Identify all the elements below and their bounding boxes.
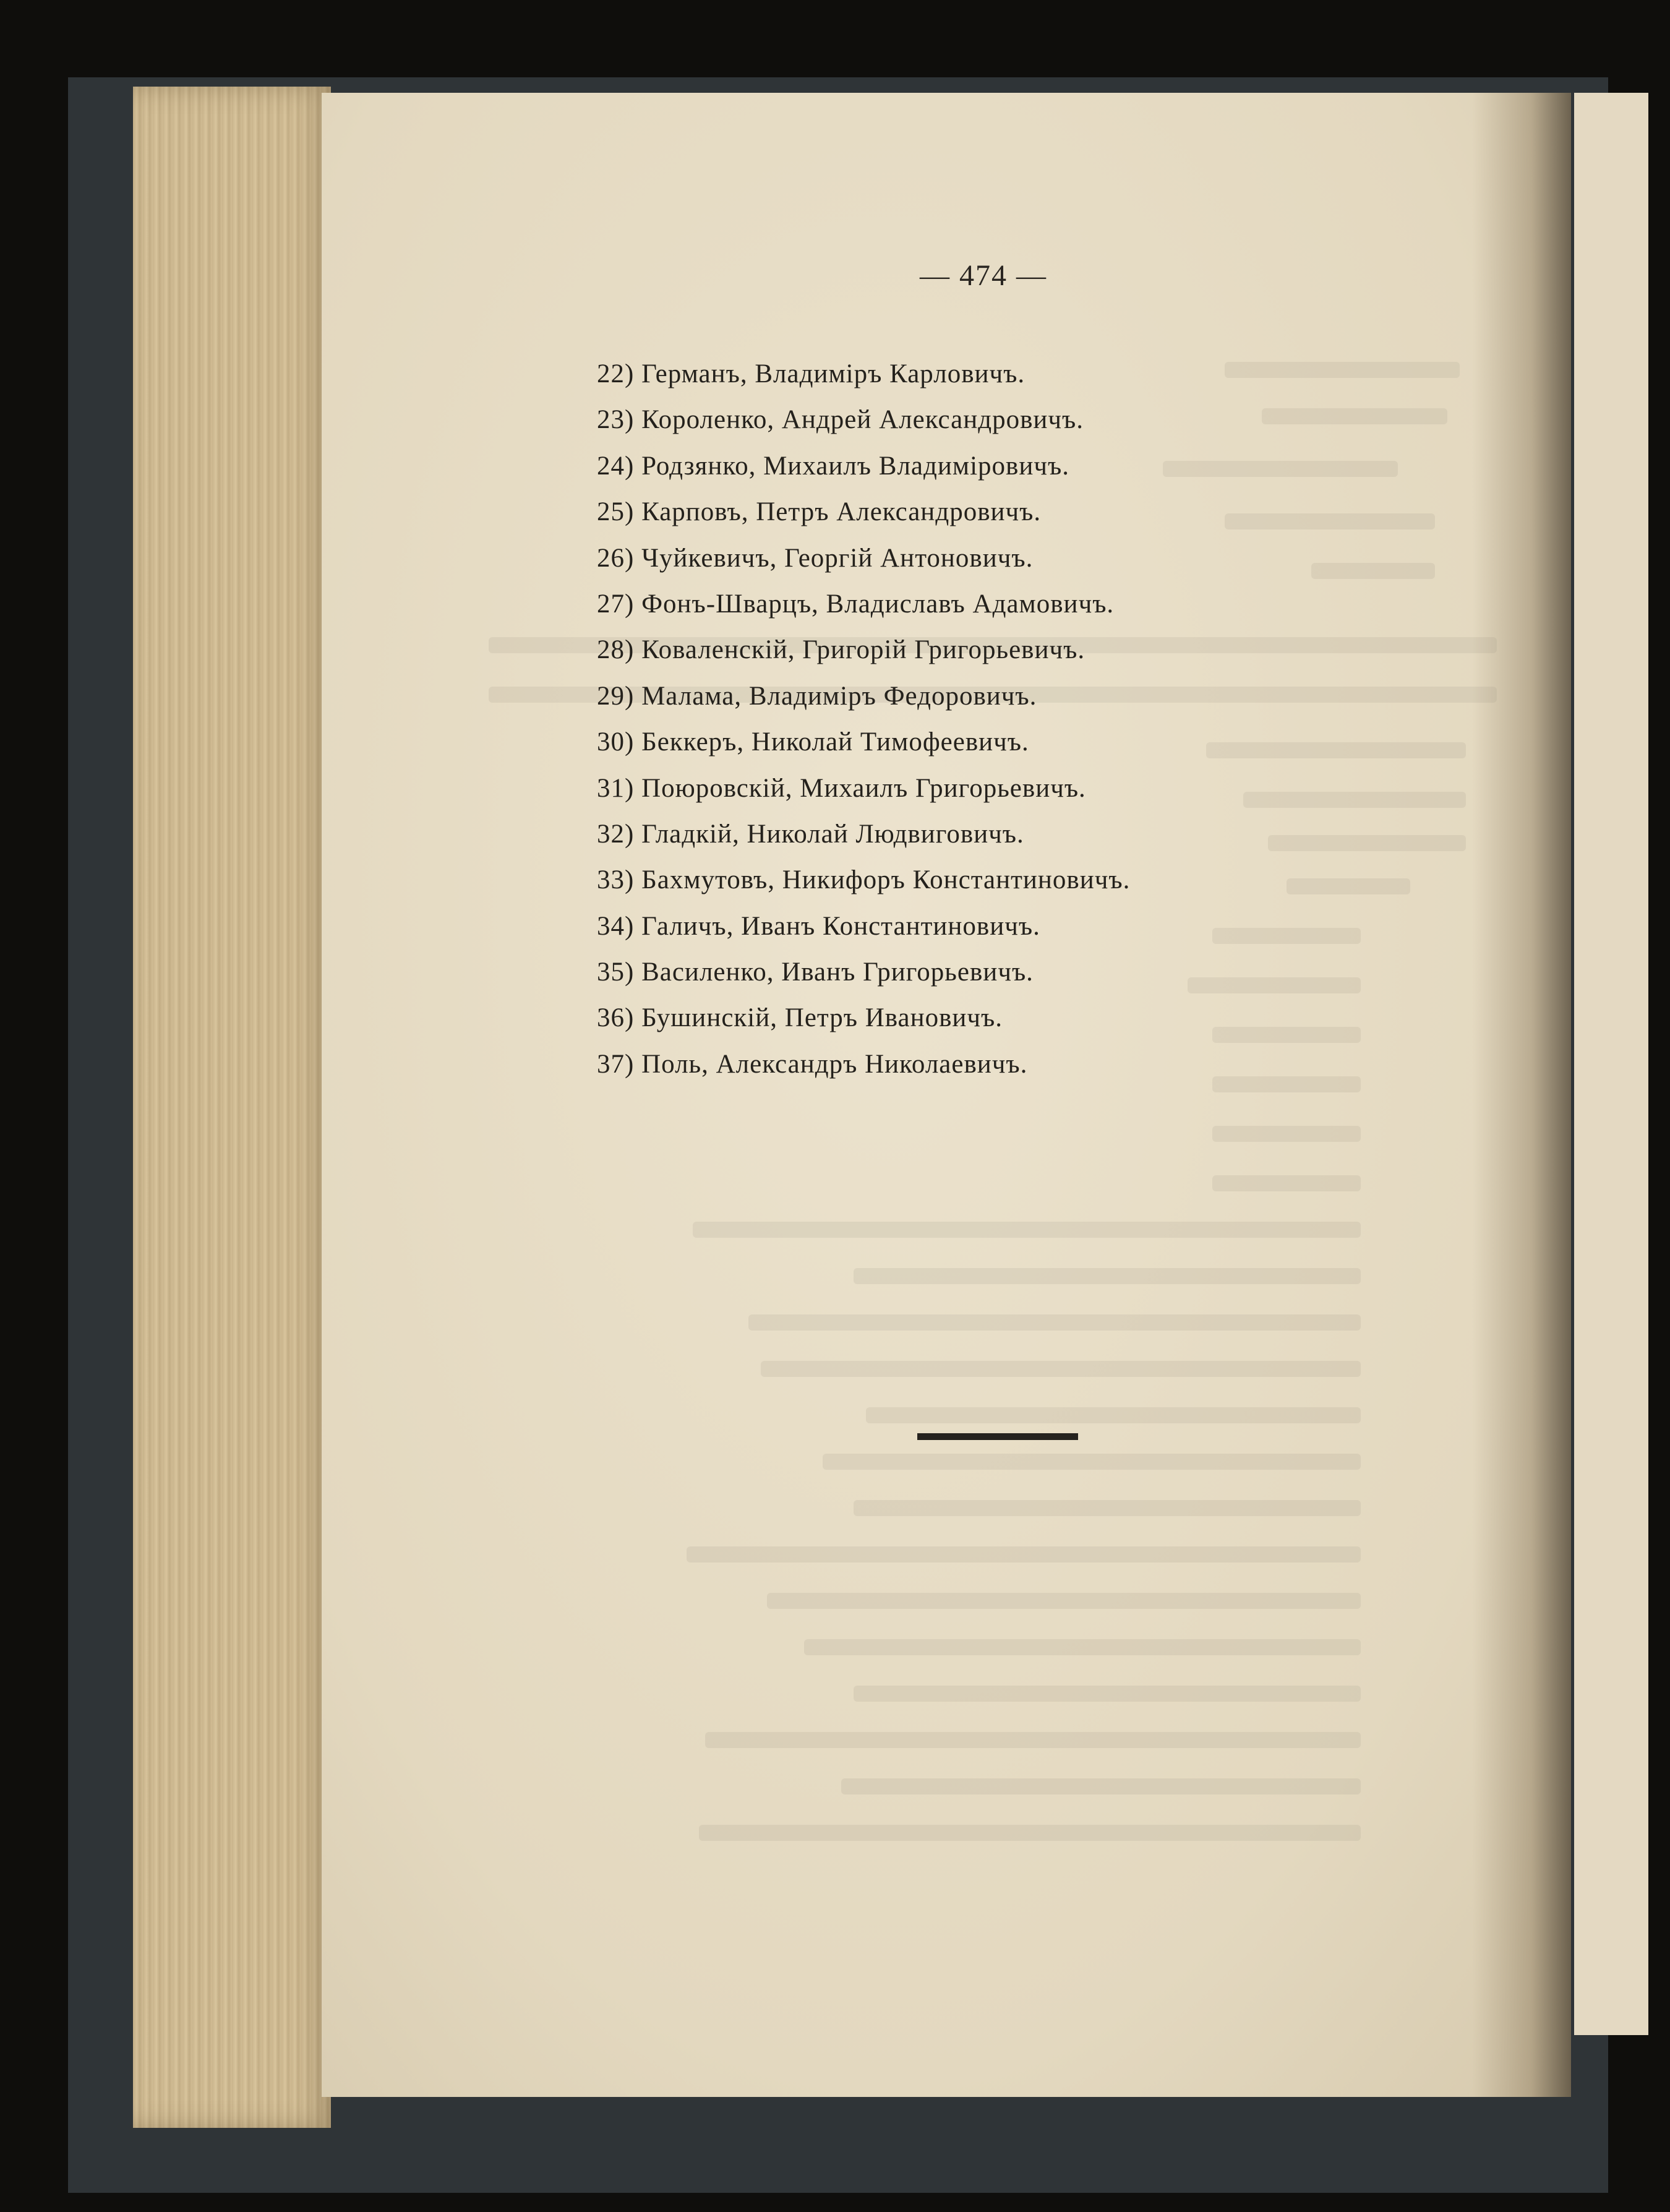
page-number: — 474 — — [920, 259, 1047, 292]
list-item — [597, 995, 1130, 1041]
entry-name: Гладкій, Николай Людвиговичъ. — [641, 819, 1024, 849]
list-item — [597, 1042, 1130, 1087]
facing-page-edge — [1574, 93, 1648, 2035]
entry-name: Бахмутовъ, Никифоръ Константиновичъ. — [641, 865, 1131, 895]
list-item — [597, 627, 1130, 673]
list-item — [597, 674, 1130, 719]
entry-name: Фонъ-Шварцъ, Владиславъ Адамовичъ. — [641, 589, 1115, 619]
entry-number: 28) — [597, 635, 635, 665]
entry-number: 35) — [597, 958, 635, 987]
entry-number: 26) — [597, 543, 635, 573]
entry-number: 23) — [597, 405, 635, 435]
entry-name: Поль, Александръ Николаевичъ. — [641, 1049, 1028, 1079]
entry-name: Поюровскій, Михаилъ Григорьевичъ. — [641, 773, 1086, 803]
list-item — [597, 857, 1130, 903]
list-item — [597, 766, 1130, 812]
list-item — [597, 904, 1130, 950]
list-item — [597, 536, 1130, 581]
list-item — [597, 397, 1130, 443]
list-item — [597, 812, 1130, 857]
entry-name: Короленко, Андрей Александровичъ. — [641, 405, 1084, 435]
entry-number: 27) — [597, 589, 635, 619]
entry-number: 25) — [597, 497, 635, 527]
section-divider — [917, 1433, 1078, 1440]
entry-number: 32) — [597, 819, 635, 849]
entry-name: Родзянко, Михаилъ Владиміровичъ. — [641, 451, 1069, 481]
entry-name: Василенко, Иванъ Григорьевичъ. — [641, 958, 1034, 987]
list-item — [597, 444, 1130, 489]
list-item — [597, 489, 1130, 535]
list-item — [597, 950, 1130, 995]
entry-number: 36) — [597, 1003, 635, 1033]
page-gutter-shadow — [1472, 93, 1571, 2097]
entry-number: 29) — [597, 681, 635, 711]
entry-name: Чуйкевичъ, Георгій Антоновичъ. — [641, 543, 1034, 573]
entry-number: 34) — [597, 911, 635, 941]
entry-name: Беккеръ, Николай Тимофеевичъ. — [641, 727, 1029, 757]
entry-number: 37) — [597, 1049, 635, 1079]
list-item — [597, 351, 1130, 397]
entry-number: 33) — [597, 865, 635, 895]
entry-number: 31) — [597, 773, 635, 803]
entry-number: 22) — [597, 359, 635, 388]
entry-name: Малама, Владиміръ Федоровичъ. — [641, 681, 1037, 711]
list-item — [597, 719, 1130, 765]
page-edges — [133, 87, 331, 2128]
member-list — [597, 351, 1130, 1087]
list-item — [597, 581, 1130, 627]
entry-name: Бушинскій, Петръ Ивановичъ. — [641, 1003, 1003, 1033]
entry-name: Карповъ, Петръ Александровичъ. — [641, 497, 1042, 527]
entry-name: Коваленскій, Григорій Григорьевичъ. — [641, 635, 1086, 665]
entry-name: Галичъ, Иванъ Константиновичъ. — [641, 911, 1040, 941]
entry-number: 24) — [597, 451, 635, 481]
entry-name: Германъ, Владиміръ Карловичъ. — [641, 359, 1026, 388]
entry-number: 30) — [597, 727, 635, 757]
